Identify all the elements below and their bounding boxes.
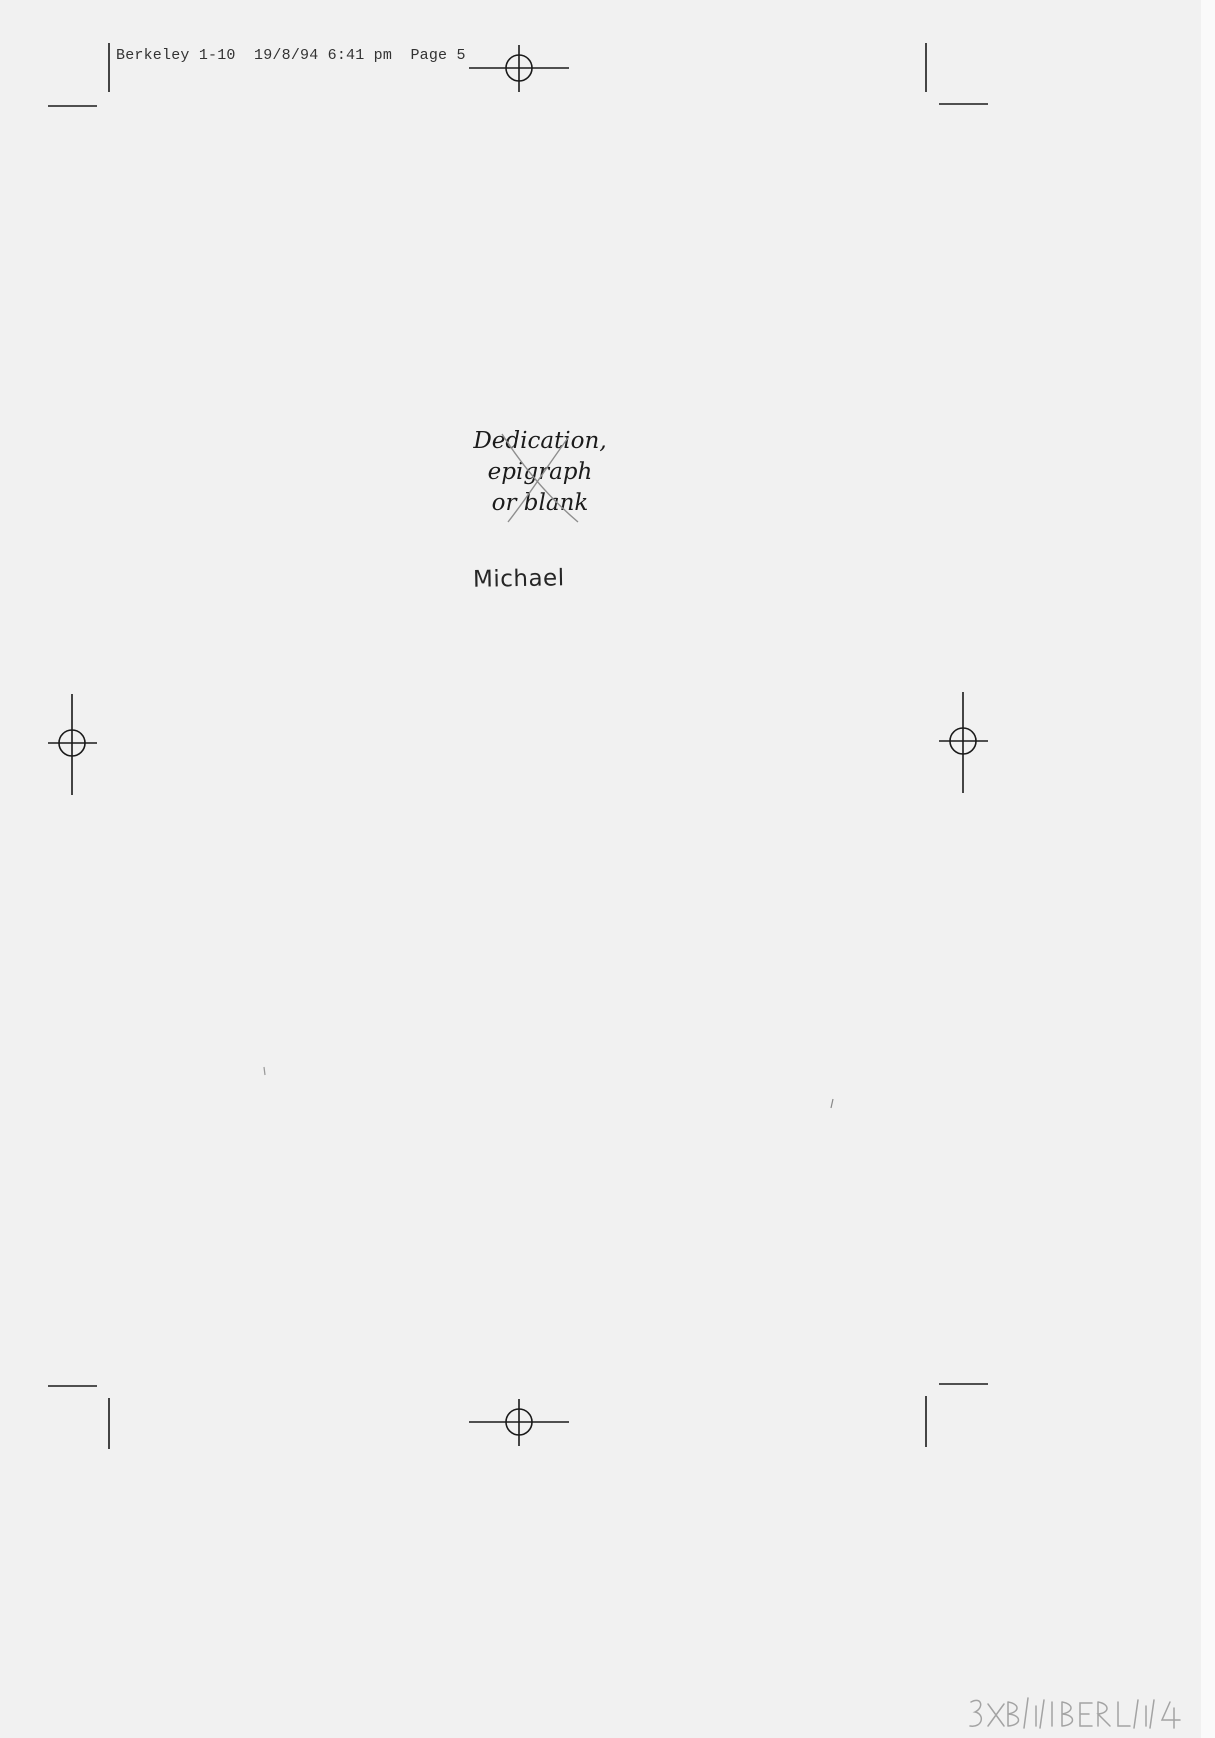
dedication-line-2: epigraph [487, 459, 593, 485]
pencil-cross-out-mark [500, 432, 580, 524]
dedication-line-3: or blank [491, 490, 589, 516]
paper-speck [831, 1099, 833, 1108]
dedication-line-1: Dedication, [473, 428, 607, 454]
registration-mark-left [48, 694, 97, 795]
archive-reference-pencil-note [968, 1692, 1200, 1734]
registration-mark-top [469, 45, 569, 92]
print-slug-header: Berkeley 1-10 19/8/94 6:41 pm Page 5 [116, 47, 466, 64]
handwritten-dedication-name: Michael [472, 565, 565, 593]
registration-mark-right [939, 692, 988, 793]
registration-mark-bottom [469, 1399, 569, 1446]
paper-speck [264, 1067, 265, 1075]
